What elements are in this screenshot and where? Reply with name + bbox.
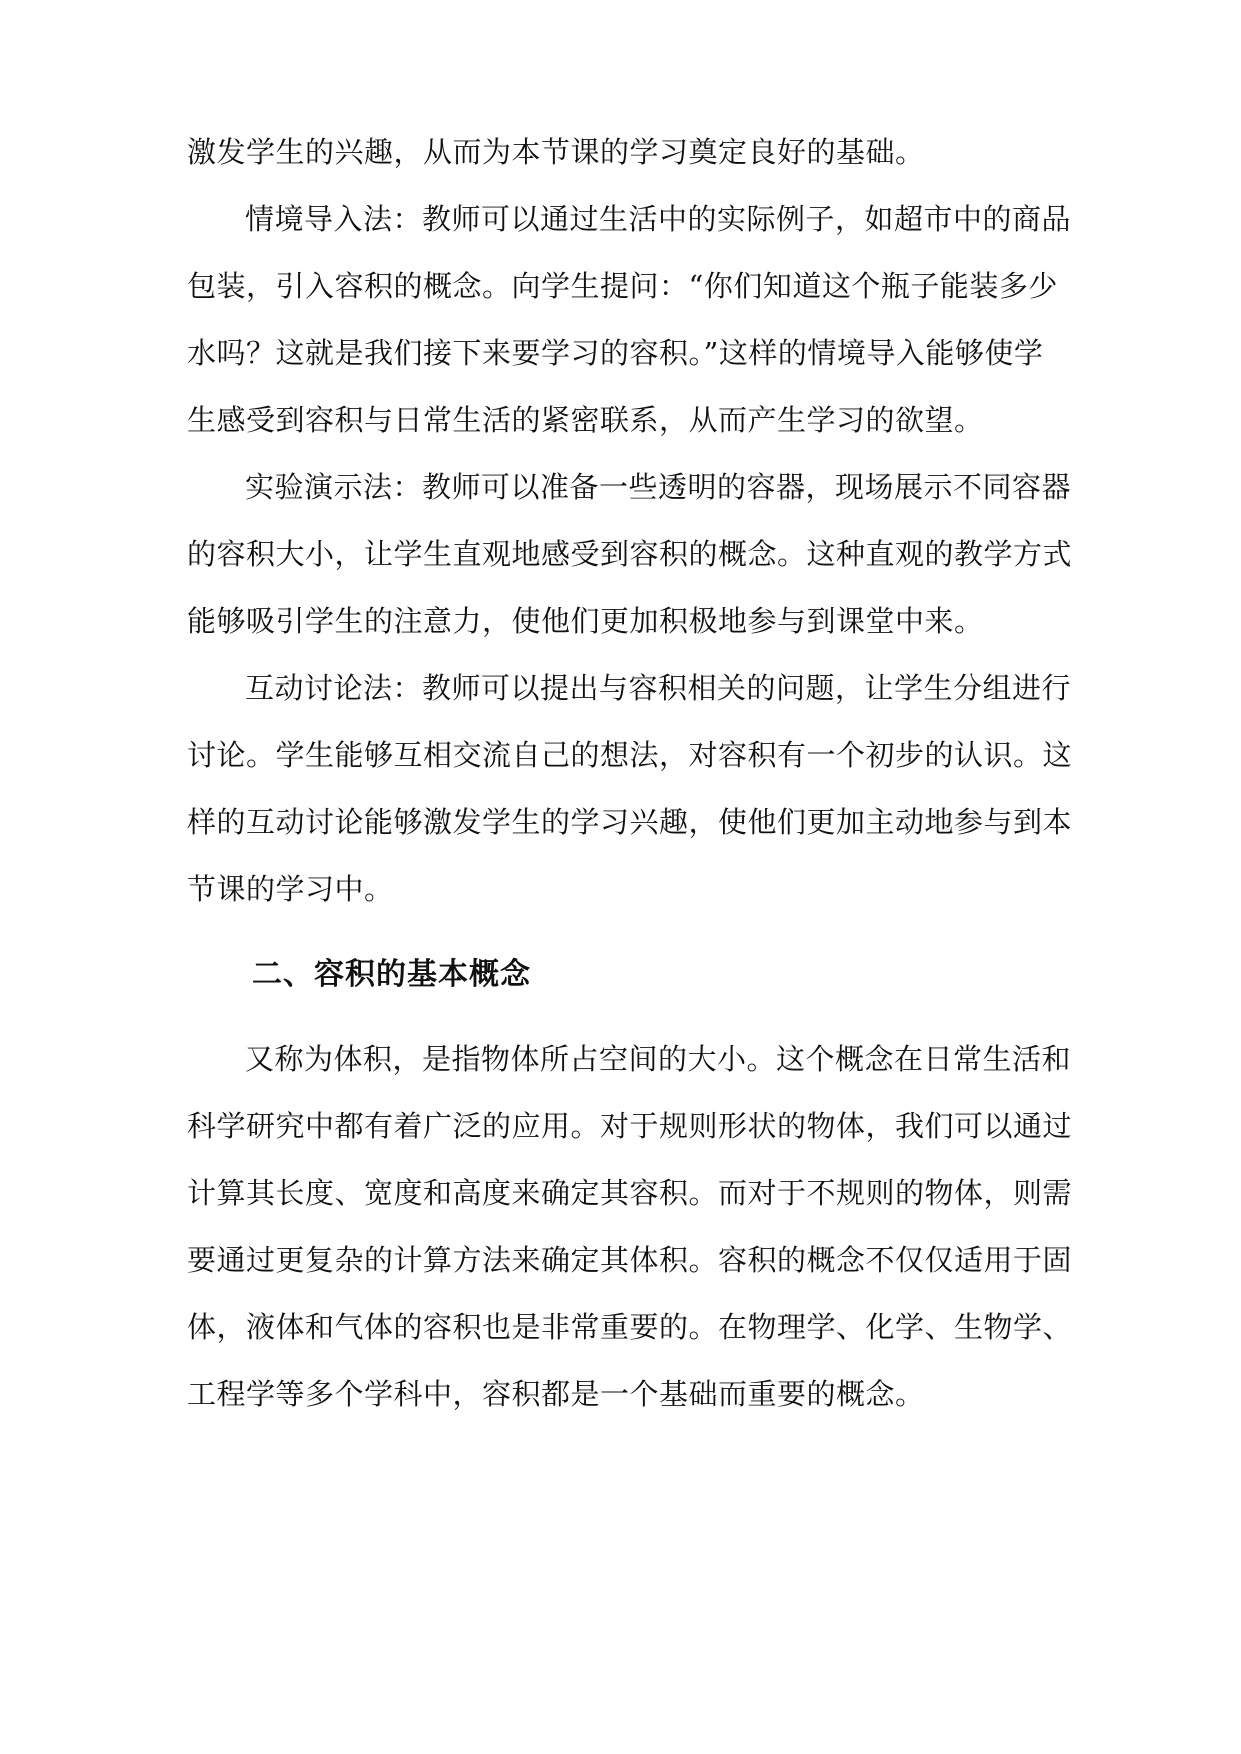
paragraph-line: 节课的学习中。 xyxy=(187,872,394,906)
paragraph-line: 情境导入法：教师可以通过生活中的实际例子，如超市中的商品 xyxy=(245,202,1072,236)
paragraph-line: 水吗？这就是我们接下来要学习的容积。”这样的情境导入能够使学 xyxy=(187,336,1044,370)
paragraph-line: 计算其长度、宽度和高度来确定其容积。而对于不规则的物体，则需 xyxy=(187,1176,1073,1210)
paragraph-line: 科学研究中都有着广泛的应用。对于规则形状的物体，我们可以通过 xyxy=(187,1109,1073,1143)
paragraph-line: 又称为体积，是指物体所占空间的大小。这个概念在日常生活和 xyxy=(245,1042,1072,1076)
paragraph-line: 互动讨论法：教师可以提出与容积相关的问题，让学生分组进行 xyxy=(245,671,1072,705)
paragraph-line: 工程学等多个学科中，容积都是一个基础而重要的概念。 xyxy=(187,1377,925,1411)
paragraph-line: 包装，引入容积的概念。向学生提问：“你们知道这个瓶子能装多少 xyxy=(187,269,1058,303)
paragraph-line: 生感受到容积与日常生活的紧密联系，从而产生学习的欲望。 xyxy=(187,403,984,437)
paragraph-line: 激发学生的兴趣，从而为本节课的学习奠定良好的基础。 xyxy=(187,135,925,169)
paragraph-line: 实验演示法：教师可以准备一些透明的容器，现场展示不同容器 xyxy=(245,470,1072,504)
paragraph-line: 体，液体和气体的容积也是非常重要的。在物理学、化学、生物学、 xyxy=(187,1310,1073,1344)
paragraph-line: 讨论。学生能够互相交流自己的想法，对容积有一个初步的认识。这 xyxy=(187,738,1073,772)
paragraph-line: 能够吸引学生的注意力，使他们更加积极地参与到课堂中来。 xyxy=(187,604,984,638)
paragraph-line: 的容积大小，让学生直观地感受到容积的概念。这种直观的教学方式 xyxy=(187,537,1073,571)
paragraph-line: 样的互动讨论能够激发学生的学习兴趣，使他们更加主动地参与到本 xyxy=(187,805,1073,839)
paragraph-line: 要通过更复杂的计算方法来确定其体积。容积的概念不仅仅适用于固 xyxy=(187,1243,1073,1277)
section-heading: 二、容积的基本概念 xyxy=(252,957,531,992)
